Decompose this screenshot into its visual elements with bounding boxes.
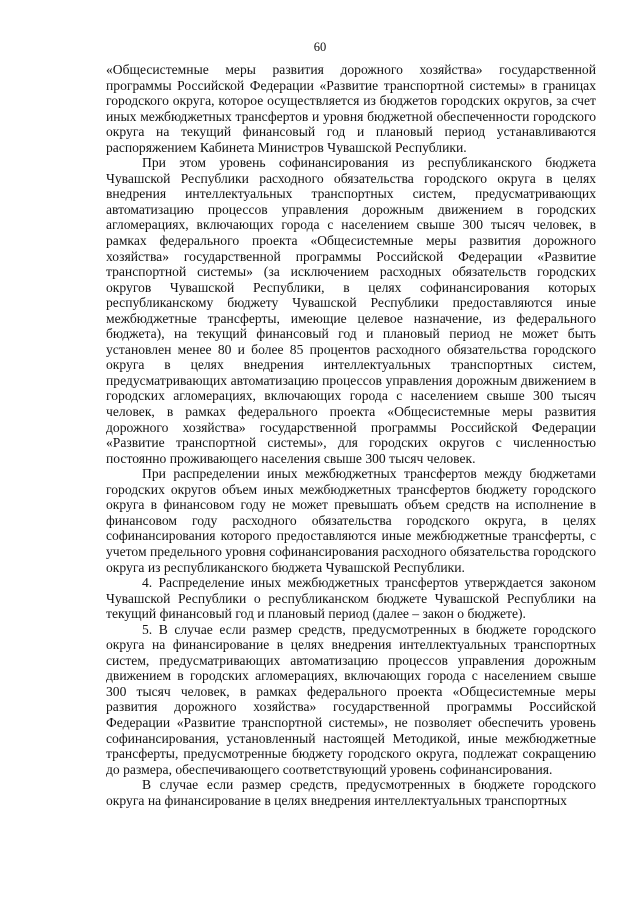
paragraph-distribution-limit: При распределении иных межбюджетных трансфертов между бюджетами городских округов объем иных межбюджетных трансфертов бюджету городского округа в финансовом году не может превышать объем средств на исполнение в финансовом году расходного обязательства городского округа, в целях софинансирования которого предоставляются иные межбюджетные трансферты, с учетом предельного уровня софинансирования расходного обязательства городского округа из республиканского бюджета Чувашской Республики. [106,466,596,575]
document-body [106,62,596,808]
paragraph-continuation: «Общесистемные меры развития дорожного хозяйства» государственной программы Российской Федерации «Развитие транспортной системы» в границах городского округа, которое осуществляется из бюджетов городских округов, за счет иных межбюджетных трансфертов и уровня бюджетной обеспеченности городского округа на текущий финансовый год и плановый период устанавливаются распоряжением Кабинета Министров Чувашской Республики. [106,62,596,155]
paragraph-item-5-continued: В случае если размер средств, предусмотренных в бюджете городского округа на финансирование в целях внедрения интеллектуальных транспортных [106,777,596,808]
paragraph-item-4: 4. Распределение иных межбюджетных трансфертов утверждается законом Чувашской Республики о республиканском бюджете Чувашской Республики на текущий финансовый год и плановый период (далее – закон о бюджете). [106,575,596,622]
paragraph-cofinancing-level: При этом уровень софинансирования из республиканского бюджета Чувашской Республики расходного обязательства городского округа в целях внедрения интеллектуальных транспортных систем, предусматривающих автоматизацию процессов управления дорожным движением в городских агломерациях, включающих города с населением свыше 300 тысяч человек, в рамках федерального проекта «Общесистемные меры развития дорожного хозяйства» государственной программы Российской Федерации «Развитие транспортной системы» (за исключением расходных обязательств городских округов Чувашской Республики, в целях софинансирования которых республиканскому бюджету Чувашской Республики предоставляются иные межбюджетные трансферты, имеющие целевое назначение, из федерального бюджета), на текущий финансовый год и плановый период не может быть установлен менее 80 и более 85 процентов расходного обязательства городского округа в целях внедрения интеллектуальных транспортных систем, предусматривающих автоматизацию процессов управления дорожным движением в городских агломерациях, включающих города с населением свыше 300 тысяч человек, в рамках федерального проекта «Общесистемные меры развития дорожного хозяйства» государственной программы Российской Федерации «Развитие транспортной системы», для городских округов с численностью постоянно проживающего населения свыше 300 тысяч человек. [106,155,596,466]
page-number: 60 [313,40,327,54]
paragraph-item-5: 5. В случае если размер средств, предусмотренных в бюджете городского округа на финансирование в целях внедрения интеллектуальных транспортных систем, предусматривающих автоматизацию процессов управления дорожным движением в городских агломерациях, включающих города с населением свыше 300 тысяч человек, в рамках федерального проекта «Общесистемные меры развития дорожного хозяйства» государственной программы Российской Федерации «Развитие транспортной системы», не позволяет обеспечить уровень софинансирования, установленный настоящей Методикой, иные межбюджетные трансферты, предусмотренные бюджету городского округа, подлежат сокращению до размера, обеспечивающего соответствующий уровень софинансирования. [106,621,596,777]
